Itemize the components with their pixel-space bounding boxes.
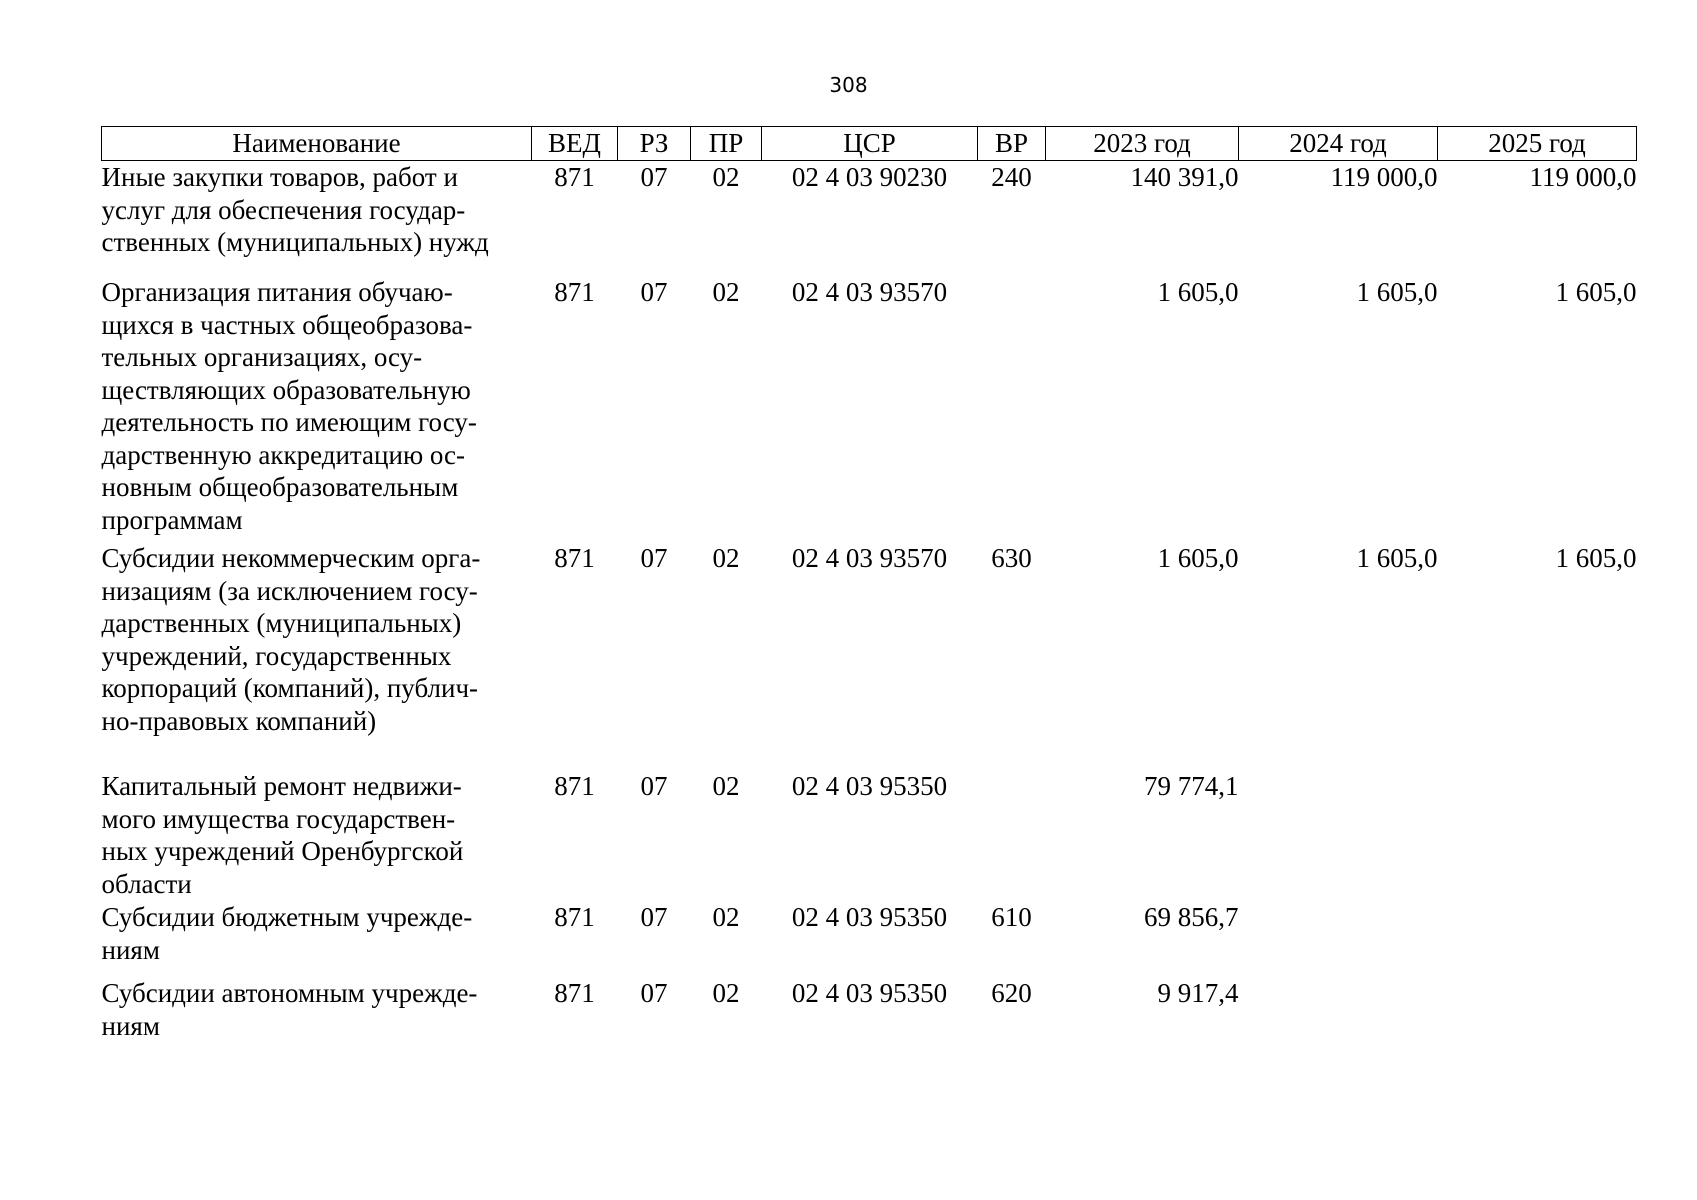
row-pr: 02 [712, 771, 740, 801]
row-csr: 02 4 03 90230 [791, 162, 948, 192]
row-vr: 240 [991, 162, 1032, 192]
row-name-line: учреждений, государственных [101, 640, 452, 671]
row-csr: 02 4 03 95350 [791, 978, 948, 1008]
row-ved: 871 [554, 902, 595, 932]
table-row [102, 770, 1637, 901]
row-name-line: Иные закупки товаров, работ и [101, 162, 458, 192]
row-2024: 1 605,0 [1356, 543, 1438, 573]
row-ved: 871 [554, 277, 595, 307]
row-name-cell [102, 161, 532, 277]
row-rz: 07 [640, 277, 668, 307]
row-name-line: области [101, 868, 192, 899]
row-name-cell [102, 770, 532, 901]
row-2023: 69 856,7 [1144, 902, 1239, 932]
row-vr: 620 [991, 978, 1032, 1008]
row-2024: 119 000,0 [1330, 162, 1438, 192]
row-name-cell [102, 977, 532, 1047]
row-vr: 610 [991, 902, 1032, 932]
table-row [102, 977, 1637, 1047]
row-csr: 02 4 03 95350 [791, 771, 948, 801]
row-pr: 02 [712, 902, 740, 932]
budget-table [101, 126, 1637, 1047]
row-name-line: но-правовых компаний) [101, 705, 377, 736]
row-2024 [1239, 770, 1438, 901]
header-ved: ВЕД [532, 127, 618, 161]
row-name-line: Субсидии автономным учрежде- [101, 978, 478, 1008]
row-rz: 07 [640, 771, 668, 801]
row-csr: 02 4 03 95350 [791, 902, 948, 932]
row-ved: 871 [554, 771, 595, 801]
row-ved: 871 [554, 162, 595, 192]
header-csr: ЦСР [762, 127, 978, 161]
row-name-line: Капитальный ремонт недвижи- [101, 771, 462, 801]
header-2023: 2023 год [1046, 127, 1239, 161]
header-2025: 2025 год [1438, 127, 1637, 161]
row-2023: 9 917,4 [1157, 978, 1239, 1008]
row-2024: 1 605,0 [1356, 277, 1438, 307]
row-vr: 630 [991, 543, 1032, 573]
row-name-cell [102, 276, 532, 542]
row-name-line: дарственную аккредитацию ос- [101, 439, 466, 470]
row-rz: 07 [640, 162, 668, 192]
row-2024 [1239, 901, 1438, 977]
row-name-line: щихся в частных общеобразова- [101, 309, 473, 340]
row-rz: 07 [640, 902, 668, 932]
row-ved: 871 [554, 543, 595, 573]
header-name: Наименование [102, 127, 532, 161]
row-name-line: Субсидии бюджетным учрежде- [101, 902, 473, 932]
row-name-line: ных учреждений Оренбургской [101, 836, 464, 866]
row-name-line: деятельность по имеющим госу- [101, 407, 477, 437]
row-name-line: дарственных (муниципальных) [101, 608, 462, 638]
table-header-row [102, 127, 1637, 161]
table-row [102, 161, 1637, 277]
row-pr: 02 [712, 277, 740, 307]
table-row [102, 542, 1637, 770]
row-name-line: ственных (муниципальных) нужд [101, 227, 489, 257]
row-name-line: ниям [101, 934, 160, 965]
row-2025 [1438, 770, 1637, 901]
row-name-line: ществляющих образовательную [101, 374, 471, 405]
row-vr [978, 276, 1046, 542]
row-2025 [1438, 977, 1637, 1047]
row-2025: 119 000,0 [1529, 162, 1637, 192]
row-name-line: программам [101, 504, 243, 535]
row-name-line: мого имущества государствен- [101, 803, 456, 834]
row-rz: 07 [640, 543, 668, 573]
row-name-line: низациям (за исключением госу- [101, 575, 478, 606]
page-number: 308 [829, 73, 868, 97]
row-name-line: корпораций (компаний), публич- [101, 673, 479, 703]
row-csr: 02 4 03 93570 [791, 543, 948, 573]
header-vr: ВР [978, 127, 1046, 161]
row-name-cell [102, 901, 532, 977]
row-rz: 07 [640, 978, 668, 1008]
row-ved: 871 [554, 978, 595, 1008]
row-pr: 02 [712, 162, 740, 192]
row-name-cell [102, 542, 532, 770]
row-name-line: Субсидии некоммерческим орга- [101, 543, 481, 573]
row-2024 [1239, 977, 1438, 1047]
row-csr: 02 4 03 93570 [791, 277, 948, 307]
row-2023: 79 774,1 [1144, 771, 1239, 801]
row-2025: 1 605,0 [1555, 543, 1637, 573]
row-name-line: ниям [101, 1010, 160, 1041]
table-row [102, 276, 1637, 542]
row-vr [978, 770, 1046, 901]
row-2025 [1438, 901, 1637, 977]
row-2023: 1 605,0 [1157, 277, 1239, 307]
row-name-line: новным общеобразовательным [101, 472, 459, 502]
row-pr: 02 [712, 543, 740, 573]
header-pr: ПР [691, 127, 762, 161]
row-2023: 140 391,0 [1130, 162, 1239, 192]
row-name-line: тельных организациях, осу- [101, 342, 423, 372]
row-2023: 1 605,0 [1157, 543, 1239, 573]
row-2025: 1 605,0 [1555, 277, 1637, 307]
row-name-line: услуг для обеспечения государ- [101, 194, 466, 225]
header-2024: 2024 год [1239, 127, 1438, 161]
row-name-line: Организация питания обучаю- [101, 277, 453, 307]
header-rz: РЗ [618, 127, 691, 161]
row-pr: 02 [712, 978, 740, 1008]
table-row [102, 901, 1637, 977]
